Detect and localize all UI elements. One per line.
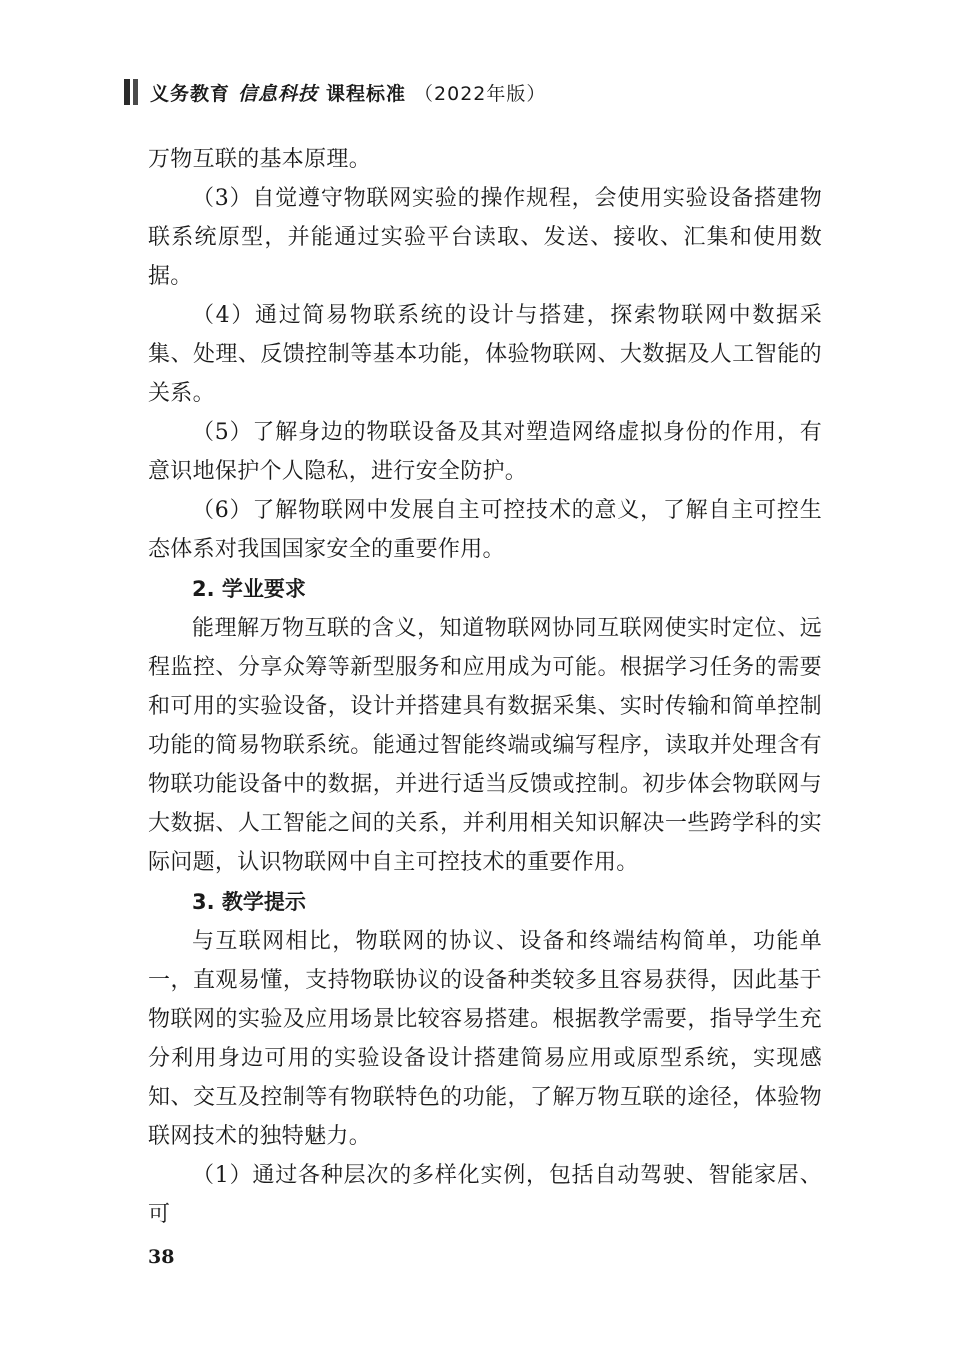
- section-heading-academic-requirements: 2. 学业要求: [192, 577, 306, 601]
- running-header: [124, 74, 546, 110]
- header-title-text: 课程标准: [326, 82, 407, 105]
- paragraph-item-3: （3）自觉遵守物联网实验的操作规程，会使用实验设备搭建物联系统原型，并能通过实验平台读取、发送、接收、汇集和使用数据。: [148, 186, 822, 289]
- header-subject: 信息科技: [238, 82, 319, 105]
- header-title: [150, 79, 546, 106]
- paragraph-item-6: （6）了解物联网中发展自主可控技术的意义，了解自主可控生态体系对我国国家安全的重要作用。: [148, 498, 822, 562]
- page-number: 38: [148, 1246, 175, 1268]
- header-series: 义务教育: [150, 82, 231, 105]
- page-body: [148, 140, 822, 1234]
- paragraph-item-5: （5）了解身边的物联设备及其对塑造网络虚拟身份的作用，有意识地保护个人隐私，进行安全防护。: [148, 420, 822, 484]
- paragraph-academic-requirements: 能理解万物互联的含义，知道物联网协同互联网使实时定位、远程监控、分享众筹等新型服务和应用成为可能。根据学习任务的需要和可用的实验设备，设计并搭建具有数据采集、实时传输和简单控制功能的简易物联系统。能通过智能终端或编写程序，读取并处理含有物联功能设备中的数据，并进行适当反馈或控制。初步体会物联网与大数据、人工智能之间的关系，并利用相关知识解决一些跨学科的实际问题，认识物联网中自主可控技术的重要作用。: [148, 616, 822, 875]
- header-bars-decoration: [124, 79, 138, 105]
- paragraph-item-4: （4）通过简易物联系统的设计与搭建，探索物联网中数据采集、处理、反馈控制等基本功能，体验物联网、大数据及人工智能的关系。: [148, 303, 822, 406]
- section-heading-teaching-tips: 3. 教学提示: [192, 890, 306, 914]
- paragraph-teaching-item-1: （1）通过各种层次的多样化实例，包括自动驾驶、智能家居、可: [148, 1163, 822, 1227]
- header-edition: （2022年版）: [414, 82, 547, 105]
- paragraph-teaching-tips: 与互联网相比，物联网的协议、设备和终端结构简单，功能单一，直观易懂，支持物联协议的设备种类较多且容易获得，因此基于物联网的实验及应用场景比较容易搭建。根据教学需要，指导学生充分利用身边可用的实验设备设计搭建简易应用或原型系统，实现感知、交互及控制等有物联特色的功能，了解万物互联的途径，体验物联网技术的独特魅力。: [148, 929, 822, 1149]
- paragraph-continuation: 万物互联的基本原理。: [148, 147, 372, 172]
